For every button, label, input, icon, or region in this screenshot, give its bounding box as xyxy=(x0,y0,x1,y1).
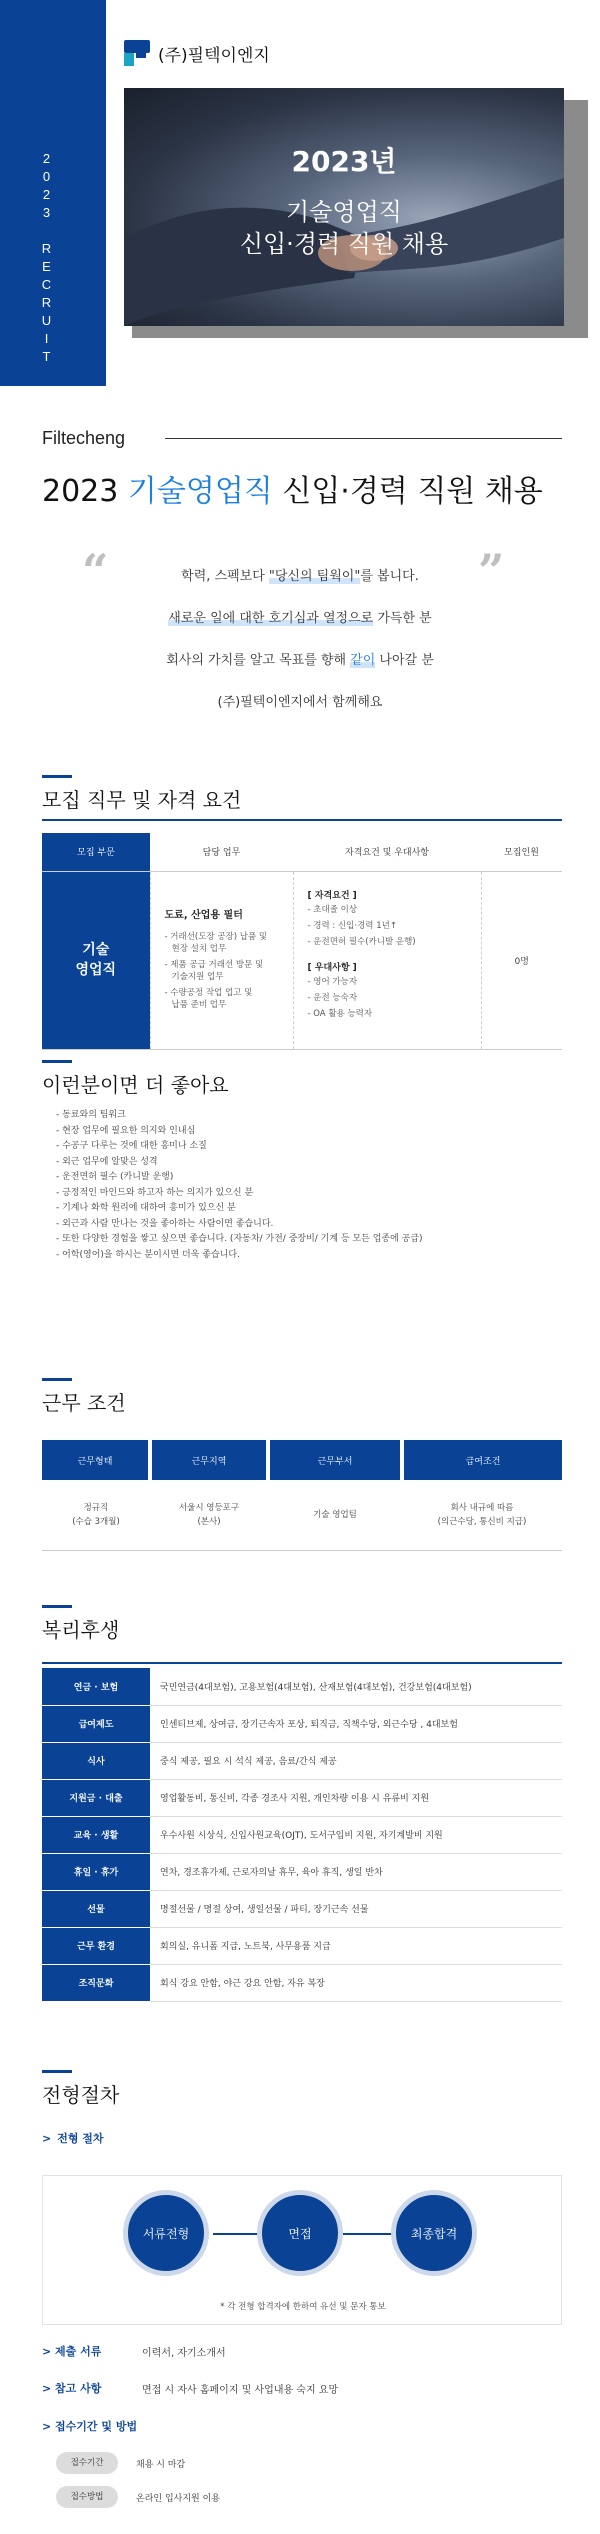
documents-value: 이력서, 자기소개서 xyxy=(142,2347,226,2359)
company-name: (주)필텍이엔지 xyxy=(158,45,270,66)
benefit-value: 영업활동비, 통신비, 각종 경조사 지원, 개인차량 이용 시 유류비 지원 xyxy=(150,1779,562,1816)
col-header: 모집 부문 xyxy=(42,833,150,871)
benefit-value: 우수사원 시상식, 신입사원교육(OJT), 도서구입비 지원, 자기계발비 지원 xyxy=(150,1816,562,1853)
documents-row xyxy=(42,2343,226,2359)
highlight: "당신의 팀웍이" xyxy=(268,569,361,584)
section-jobs-heading xyxy=(42,775,241,813)
side-char: U xyxy=(41,313,53,328)
col-header: 근무지역 xyxy=(150,1440,268,1480)
period-value: 채용 시 마감 xyxy=(136,2459,186,2470)
section-title: 모집 직무 및 자격 요건 xyxy=(42,788,242,812)
label-text: 접수기간 및 방법 xyxy=(55,2420,138,2433)
hero-year: 2023년 xyxy=(291,145,397,178)
highlight: 새로운 일에 대한 호기심과 열정으로 xyxy=(168,611,374,626)
col-header: 자격요건 및 우대사항 xyxy=(293,833,481,871)
col-header: 근무부서 xyxy=(268,1440,402,1480)
chevron-right-icon: > xyxy=(42,2345,56,2358)
benefits-table xyxy=(42,1668,562,2002)
prefer-item: - 현장 업무에 필요한 의지와 인내심 xyxy=(56,1125,196,1136)
work-type xyxy=(42,1480,150,1550)
job-table xyxy=(42,833,562,1050)
cell-line: 정규직 xyxy=(83,1502,109,1513)
heading-bar xyxy=(42,1378,72,1381)
benefit-row xyxy=(42,1779,562,1816)
section-title: 복리후생 xyxy=(42,1618,120,1642)
side-char: 2 xyxy=(42,151,52,166)
notes-value: 면접 시 자사 홈페이지 및 사업내용 숙지 요망 xyxy=(142,2384,339,2396)
benefit-value: 국민연금(4대보험), 고용보험(4대보험), 산재보험(4대보험), 건강보험(4대보험) xyxy=(150,1668,562,1705)
section-title: 전형절차 xyxy=(42,2083,120,2107)
section-work-heading xyxy=(42,1378,126,1416)
work-table-header xyxy=(42,1440,562,1480)
benefit-value: 중식 제공, 필요 시 석식 제공, 음료/간식 제공 xyxy=(150,1742,562,1779)
work-table-row xyxy=(42,1480,562,1550)
notes-label xyxy=(42,2380,142,2396)
period-item xyxy=(56,2486,220,2508)
benefit-row xyxy=(42,1927,562,1964)
benefit-row xyxy=(42,1705,562,1742)
side-char: E xyxy=(42,259,52,274)
side-char: R xyxy=(41,295,53,310)
quote-open-icon: “ xyxy=(82,544,109,598)
work-department: 기술 영업팀 xyxy=(268,1480,402,1550)
hero-side-band xyxy=(0,0,106,386)
benefit-value: 회식 강요 안함, 야근 강요 안함, 자유 복장 xyxy=(150,1964,562,2001)
job-headcount: 0명 xyxy=(481,871,562,1049)
notes-row xyxy=(42,2380,338,2396)
prefer-item: - 운전면허 필수 (카니발 운행) xyxy=(56,1172,174,1182)
benefit-key: 휴일 · 휴가 xyxy=(42,1853,150,1890)
hero-headline-line2: 신입·경력 직원 채용 xyxy=(239,230,449,258)
label-text: 참고 사항 xyxy=(55,2382,102,2395)
requirement-item: - 경력 : 신입·경력 1년↑ xyxy=(307,921,397,931)
benefit-key: 급여제도 xyxy=(42,1705,150,1742)
prefer-item: - 기계나 화학 원리에 대하여 흥미가 있으신 분 xyxy=(56,1203,236,1213)
text: 를 봅니다. xyxy=(360,569,419,584)
process-diagram xyxy=(42,2175,562,2325)
section-title: 이런분이면 더 좋아요 xyxy=(42,1073,229,1097)
company-logo-icon xyxy=(124,40,150,66)
section-title: 근무 조건 xyxy=(42,1391,126,1415)
division-line: 기술 xyxy=(82,942,110,958)
recruit-vertical-text xyxy=(40,150,54,366)
side-char: R xyxy=(41,241,53,256)
page-title xyxy=(42,466,543,510)
section-process-heading xyxy=(42,2070,119,2108)
cell-line: (의근수당, 통신비 지급) xyxy=(437,1516,527,1527)
period-key-badge: 접수방법 xyxy=(56,2486,118,2508)
prefer-item: - 동료와의 팀워크 xyxy=(56,1110,126,1120)
label-text: 제출 서류 xyxy=(55,2345,102,2358)
benefit-row xyxy=(42,1890,562,1927)
col-header: 모집인원 xyxy=(481,833,562,871)
brand-divider xyxy=(165,438,562,439)
chevron-right-icon: > xyxy=(42,2132,52,2145)
preference-item: - 운전 능숙자 xyxy=(307,993,358,1003)
intro-line-3 xyxy=(120,649,480,669)
side-char: 0 xyxy=(42,169,52,184)
process-step: 서류전형 xyxy=(123,2190,209,2276)
brand-row xyxy=(42,428,562,449)
benefit-value: 인센티브제, 상여금, 장기근속자 포상, 퇴직금, 직책수당, 외근수당 , 4대보험 xyxy=(150,1705,562,1742)
col-header: 근무형태 xyxy=(42,1440,150,1480)
sublabel-text: 전형 절차 xyxy=(57,2132,104,2145)
preference-item: - 영어 가능자 xyxy=(307,977,358,987)
preferences-list xyxy=(308,976,467,1020)
duty-item: - 수량공정 작업 업고 및 xyxy=(164,987,253,998)
job-table-header xyxy=(42,833,562,871)
benefit-key: 근무 환경 xyxy=(42,1927,150,1964)
job-requirements-cell xyxy=(293,871,481,1049)
benefit-key: 선물 xyxy=(42,1890,150,1927)
side-char: 3 xyxy=(42,205,52,220)
prefer-item: - 또한 다양한 경험을 쌓고 싶으면 좋습니다. (자동차/ 가전/ 중장비/ 기계 등 모든 업종에 공급) xyxy=(56,1234,423,1244)
benefit-value: 연차, 경조휴가제, 근로자의날 휴무, 육아 휴직, 생일 반차 xyxy=(150,1853,562,1890)
prefer-item: - 외근과 사람 만나는 것을 좋아하는 사람이면 좋습니다. xyxy=(56,1218,274,1229)
job-division xyxy=(42,871,150,1049)
duty-item: 기술지원 업무 xyxy=(171,971,224,982)
documents-label xyxy=(42,2343,142,2359)
period-row xyxy=(42,2418,137,2434)
duty-item: - 제품 공급 거래선 방문 및 xyxy=(164,959,264,970)
duties-list xyxy=(165,931,279,1011)
side-char: C xyxy=(41,277,53,292)
process-step: 최종합격 xyxy=(391,2190,477,2276)
chevron-right-icon: > xyxy=(42,2420,56,2433)
side-char: T xyxy=(42,349,52,364)
text: 나아갈 분 xyxy=(375,653,434,668)
division-line: 영업직 xyxy=(75,962,117,978)
company-logo xyxy=(124,40,270,66)
text: 학력, 스펙보다 xyxy=(181,569,269,584)
cell-line: 회사 내규에 따름 xyxy=(450,1502,514,1513)
period-label xyxy=(42,2418,137,2434)
col-header: 급여조건 xyxy=(402,1440,562,1480)
side-char xyxy=(40,222,54,240)
heading-bar xyxy=(42,2070,72,2073)
duty-item: - 거래선(도장 공장) 납품 및 xyxy=(164,931,268,942)
requirement-item: - 초대졸 이상 xyxy=(307,905,358,915)
intro-line-1 xyxy=(120,565,480,585)
benefit-value: 명절선물 / 명절 상여, 생일선물 / 파티, 장기근속 선물 xyxy=(150,1890,562,1927)
section-benefits-heading xyxy=(42,1605,119,1643)
preferences-title: [ 우대사항 ] xyxy=(307,963,357,973)
benefit-row xyxy=(42,1742,562,1779)
requirements-list xyxy=(308,904,467,948)
prefer-item: - 수공구 다루는 것에 대한 흥미나 소질 xyxy=(56,1141,207,1151)
heading-bar xyxy=(42,1060,72,1063)
benefit-key: 지원금 · 대출 xyxy=(42,1779,150,1816)
col-header: 담당 업무 xyxy=(150,833,293,871)
requirements-title: [ 자격요건 ] xyxy=(307,891,357,901)
highlight: 같이 xyxy=(350,653,376,668)
title-accent: 기술영업직 xyxy=(127,474,273,509)
process-step: 면접 xyxy=(257,2190,343,2276)
intro-line-4: (주)필텍이엔지에서 함께해요 xyxy=(217,695,383,710)
benefit-key: 연금 · 보험 xyxy=(42,1668,150,1705)
duty-item: 현장 설치 업무 xyxy=(171,943,227,954)
benefit-value: 회의실, 유니폼 지급, 노트북, 사무용품 지급 xyxy=(150,1927,562,1964)
benefit-key: 조직문화 xyxy=(42,1964,150,2001)
side-char: 2 xyxy=(42,187,52,202)
text: 가득한 분 xyxy=(373,611,432,626)
job-duties-cell xyxy=(150,871,293,1049)
preference-item: - OA 활용 능력자 xyxy=(307,1009,373,1019)
hero-headline-line1: 기술영업직 xyxy=(286,198,402,226)
intro-message xyxy=(120,565,480,733)
heading-rule xyxy=(42,819,562,821)
cell-line: 서울시 영등포구 xyxy=(178,1502,240,1513)
title-prefix: 2023 xyxy=(42,474,128,509)
benefit-row xyxy=(42,1853,562,1890)
prefer-item: - 긍정적인 마인드와 하고자 하는 의지가 있으신 분 xyxy=(56,1187,254,1198)
benefit-row xyxy=(42,1964,562,2001)
heading-rule xyxy=(42,1662,562,1664)
work-conditions-table xyxy=(42,1440,562,1551)
work-pay xyxy=(402,1480,562,1550)
benefit-key: 교육 · 생활 xyxy=(42,1816,150,1853)
cell-line: (본사) xyxy=(197,1516,221,1527)
process-sublabel xyxy=(42,2130,104,2146)
period-key-badge: 접수기간 xyxy=(56,2452,118,2474)
process-note: * 각 전형 합격자에 한하여 유선 및 문자 통보 xyxy=(220,2302,386,2312)
work-region xyxy=(150,1480,268,1550)
hero-headline xyxy=(124,196,564,260)
duties-title: 도료, 산업용 필터 xyxy=(164,909,243,921)
benefit-row xyxy=(42,1816,562,1853)
heading-bar xyxy=(42,775,72,778)
prefer-item: - 외근 업무에 알맞은 성격 xyxy=(56,1156,158,1167)
handshake-photo xyxy=(124,88,564,326)
intro-line-2 xyxy=(120,607,480,627)
chevron-right-icon: > xyxy=(42,2382,56,2395)
benefit-row xyxy=(42,1668,562,1705)
prefer-list xyxy=(56,1108,566,1263)
section-prefer-heading xyxy=(42,1060,229,1098)
benefit-key: 식사 xyxy=(42,1742,150,1779)
job-table-row xyxy=(42,871,562,1049)
period-value: 온라인 입사지원 이용 xyxy=(136,2493,220,2504)
duty-item: 납품 준비 업무 xyxy=(171,999,227,1010)
hero-banner xyxy=(0,0,600,386)
side-char: I xyxy=(44,331,50,346)
prefer-item: - 어학(영어)을 하시는 분이시면 더욱 좋습니다. xyxy=(56,1249,240,1260)
quote-close-icon: ” xyxy=(478,544,505,598)
period-item xyxy=(56,2452,185,2474)
text: 회사의 가치를 알고 목표를 향해 xyxy=(166,653,351,668)
brand-name: Filtecheng xyxy=(42,428,126,448)
title-suffix: 신입·경력 직원 채용 xyxy=(272,474,543,509)
requirement-item: - 운전면허 필수(카니발 운행) xyxy=(307,937,416,947)
cell-line: (수습 3개월) xyxy=(72,1516,120,1527)
heading-bar xyxy=(42,1605,72,1608)
